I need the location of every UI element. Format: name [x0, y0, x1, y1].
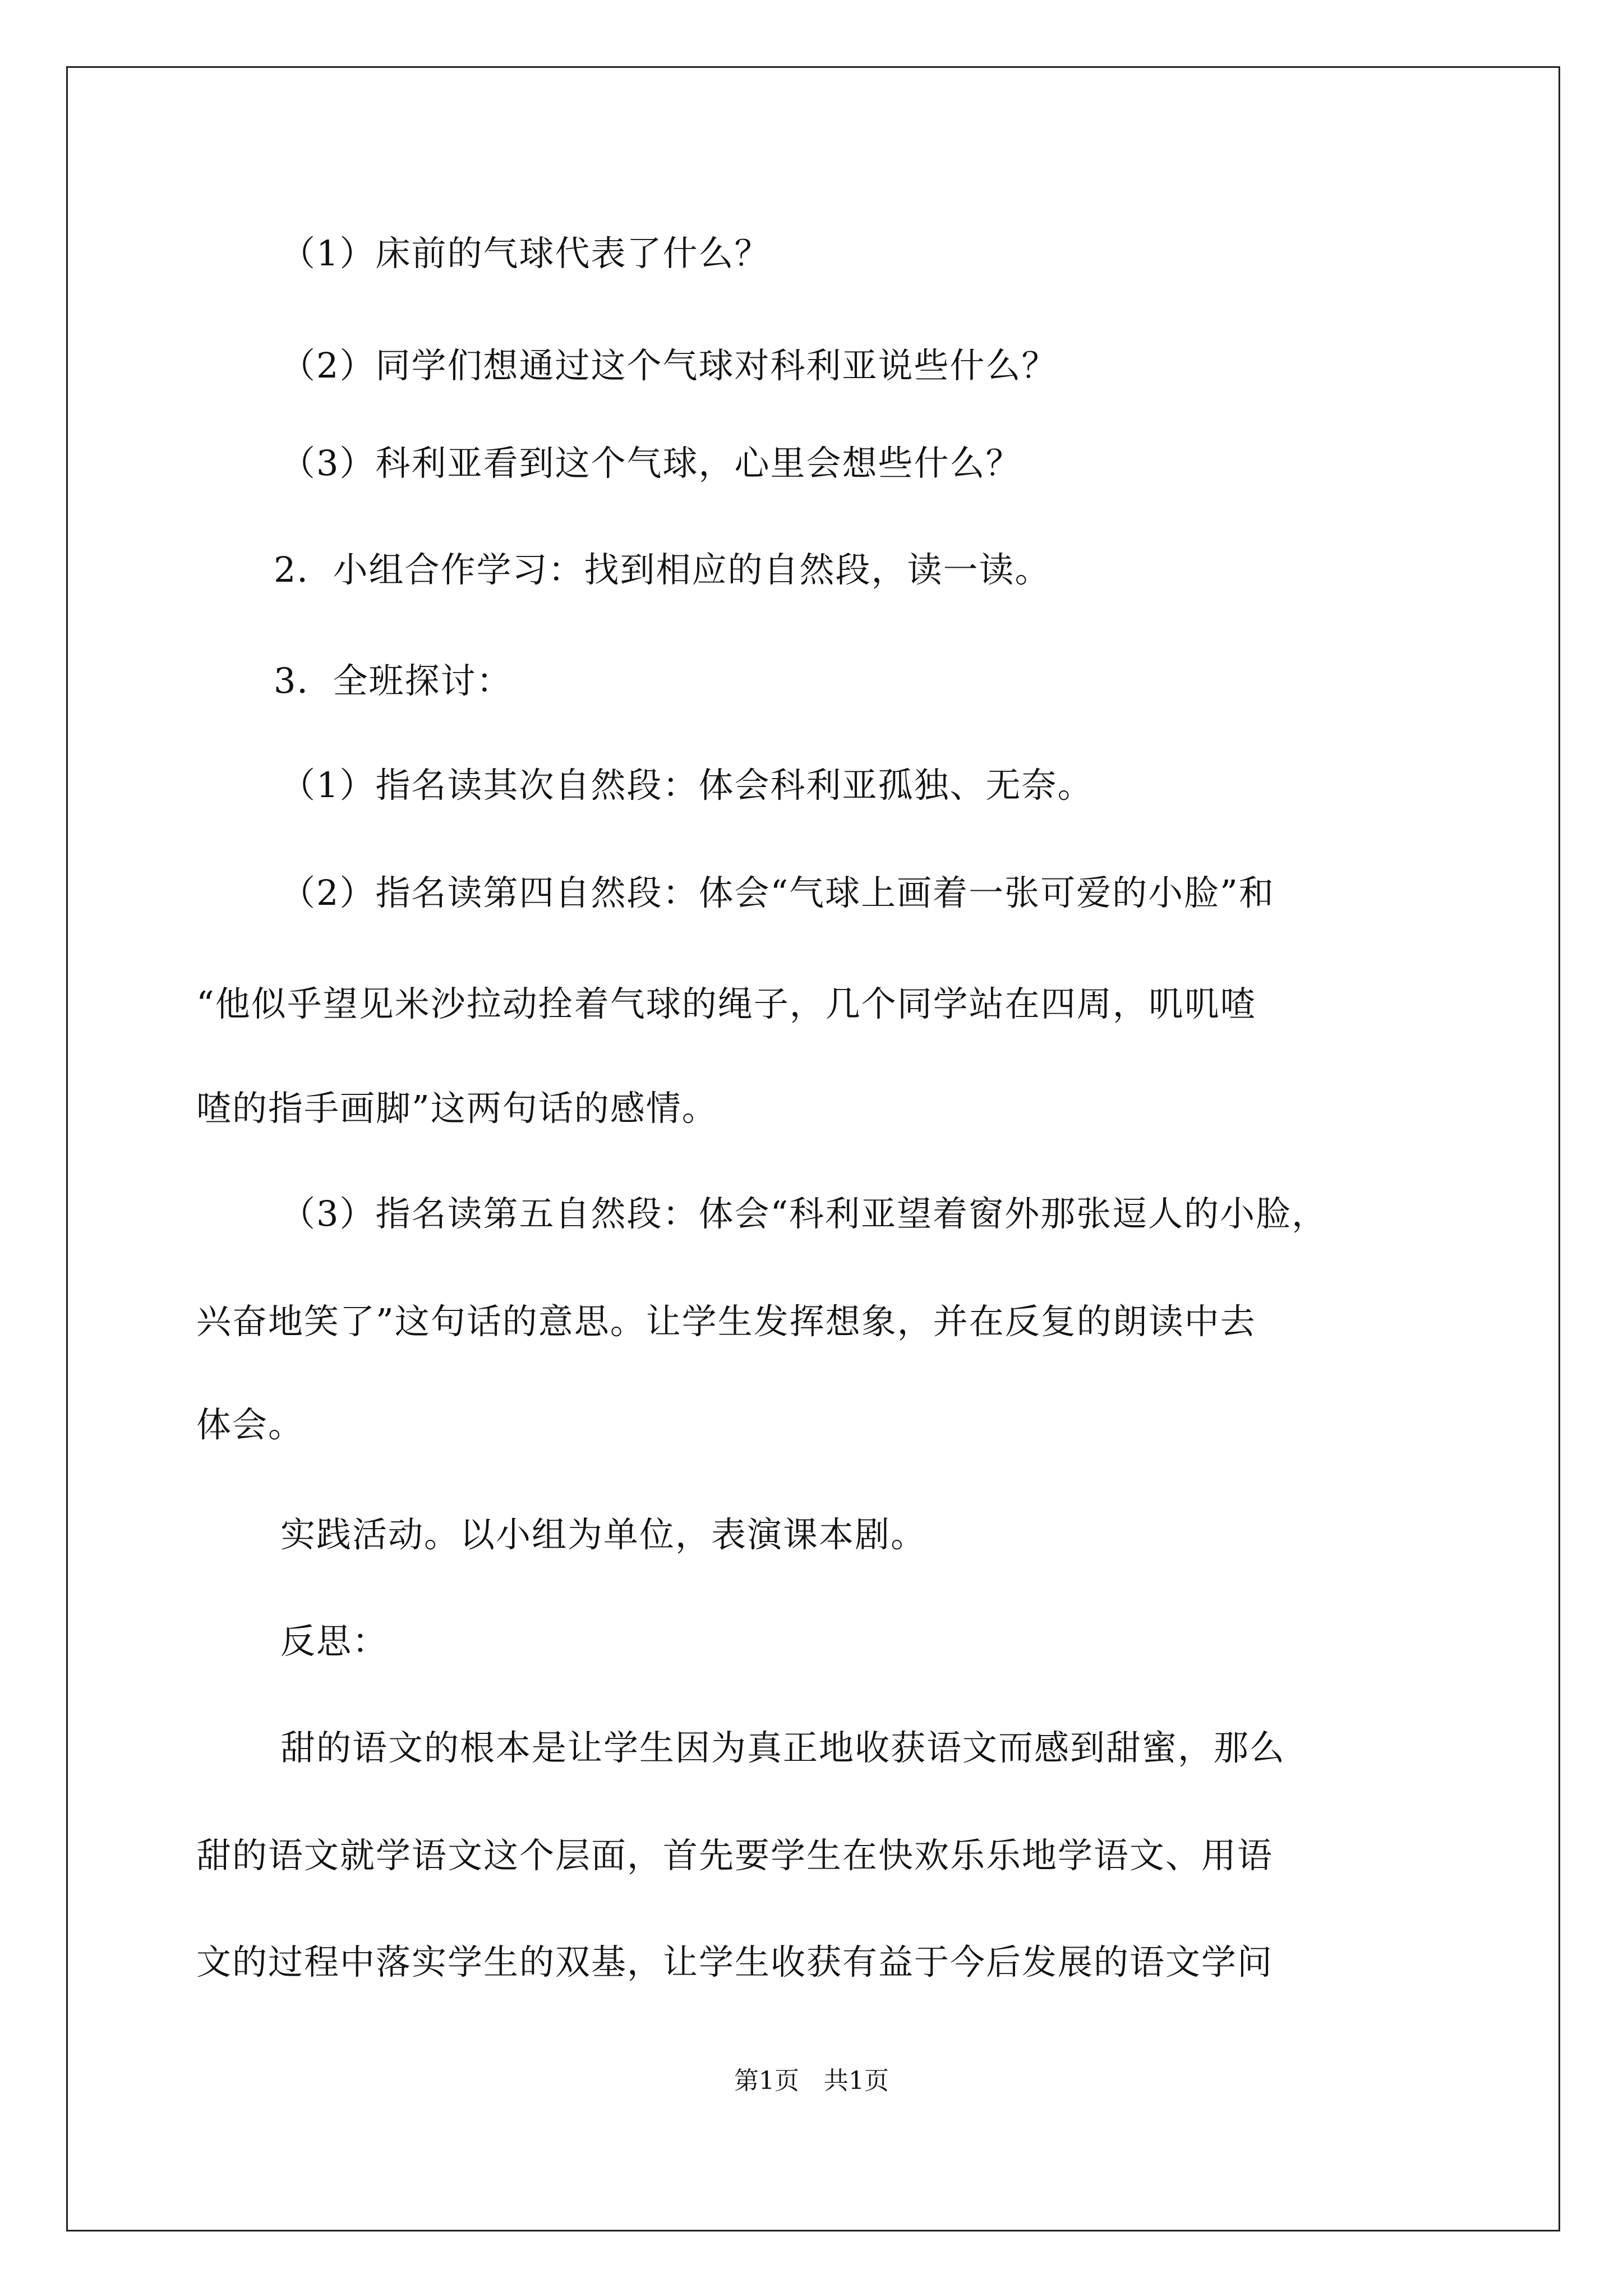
question-1: （1）床前的气球代表了什么？ — [280, 233, 771, 274]
discussion-item-2-line-2: “他似乎望见米沙拉动拴着气球的绳子，几个同学站在四周，叽叽喳 — [196, 983, 1256, 1024]
discussion-item-2-line-3: 喳的指手画脚”这两句话的感情。 — [196, 1088, 718, 1129]
question-2: （2）同学们想通过这个气球对科利亚说些什么？ — [280, 345, 1058, 386]
page-footer: 第1页 共1页 — [734, 2067, 889, 2095]
page-border — [66, 66, 1560, 2231]
reflection-line-3: 文的过程中落实学生的双基，让学生收获有益于今后发展的语文学问 — [196, 1941, 1274, 1982]
discussion-item-3-line-2: 兴奋地笑了”这句话的意思。让学生发挥想象，并在反复的朗读中去 — [196, 1301, 1256, 1342]
step-2: 2．小组合作学习：找到相应的自然段，读一读。 — [274, 549, 1051, 590]
discussion-item-3-line-1: （3）指名读第五自然段：体会“科利亚望着窗外那张逗人的小脸， — [280, 1193, 1328, 1234]
reflection-line-1: 甜的语文的根本是让学生因为真正地收获语文而感到甜蜜，那么 — [280, 1727, 1286, 1768]
question-3: （3）科利亚看到这个气球，心里会想些什么？ — [280, 443, 1022, 484]
step-3: 3．全班探讨： — [274, 660, 513, 701]
discussion-item-3-line-3: 体会。 — [196, 1404, 305, 1445]
reflection-heading: 反思： — [280, 1621, 389, 1662]
practice-activity: 实践活动。以小组为单位，表演课本剧。 — [280, 1514, 927, 1555]
reflection-line-2: 甜的语文就学语文这个层面，首先要学生在快欢乐乐地学语文、用语 — [196, 1835, 1274, 1876]
discussion-item-1: （1）指名读其次自然段：体会科利亚孤独、无奈。 — [280, 765, 1094, 806]
discussion-item-2-line-1: （2）指名读第四自然段：体会“气球上画着一张可爱的小脸”和 — [280, 872, 1275, 913]
